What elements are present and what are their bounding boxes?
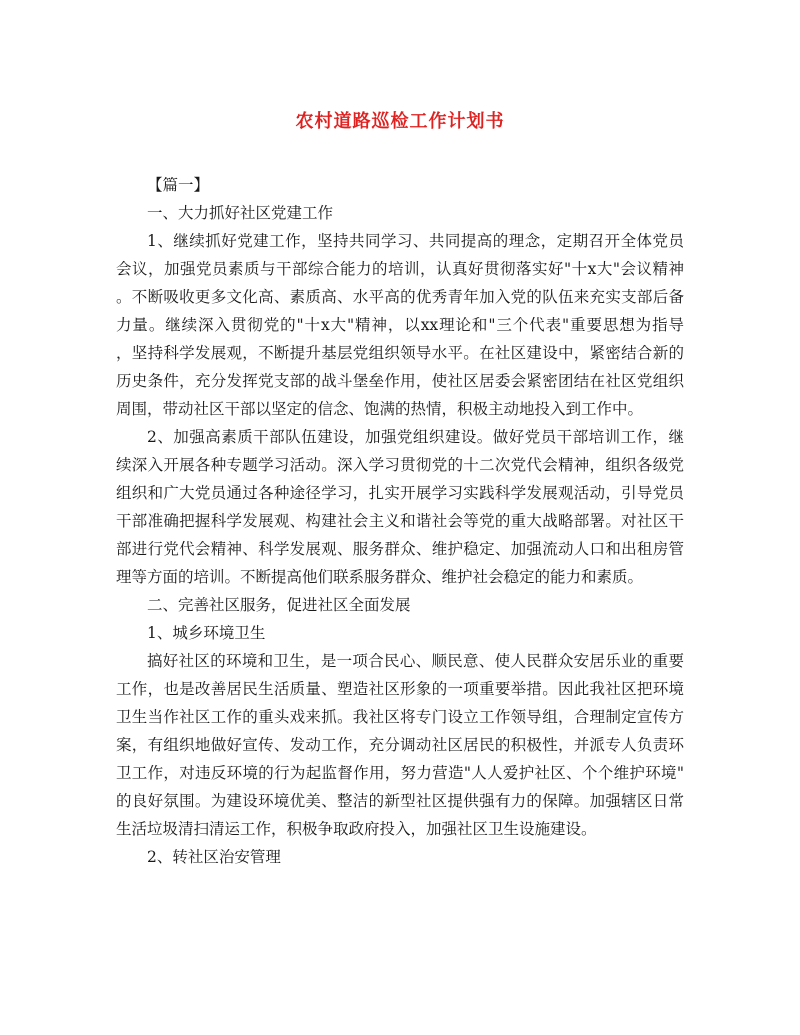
paragraph-line: 理等方面的培训。不断提高他们联系服务群众、维护社会稳定的能力和素质。 xyxy=(116,568,644,586)
paragraph-line: 组织和广大党员通过各种途径学习，扎实开展学习实践科学发展观活动，引导党员 xyxy=(116,484,684,502)
paragraph-line: ，坚持科学发展观，不断提升基层党组织领导水平。在社区建设中，紧密结合新的 xyxy=(116,344,684,362)
paragraph-line: 会议，加强党员素质与干部综合能力的培训，认真好贯彻落实好"十x大"会议精神 xyxy=(116,260,684,278)
paragraph-line: 2、加强高素质干部队伍建设，加强党组织建设。做好党员干部培训工作，继 xyxy=(147,428,684,446)
paragraph-line: 1、继续抓好党建工作，坚持共同学习、共同提高的理念，定期召开全体党员 xyxy=(147,232,684,250)
paragraph-line: 力量。继续深入贯彻党的"十x大"精神，以xx理论和"三个代表"重要思想为指导 xyxy=(116,316,684,334)
paragraph-line: 卫生当作社区工作的重头戏来抓。我社区将专门设立工作领导组，合理制定宣传方 xyxy=(116,708,684,726)
paragraph-line: 案，有组织地做好宣传、发动工作，充分调动社区居民的积极性，并派专人负责环 xyxy=(116,736,684,754)
paragraph-line: 工作，也是改善居民生活质量、塑造社区形象的一项重要举措。因此我社区把环境 xyxy=(116,680,684,698)
paragraph-line: 搞好社区的环境和卫生，是一项合民心、顺民意、使人民群众安居乐业的重要 xyxy=(147,652,684,670)
paragraph-line: 部进行党代会精神、科学发展观、服务群众、维护稳定、加强流动人口和出租房管 xyxy=(116,540,684,558)
paragraph-line: 历史条件，充分发挥党支部的战斗堡垒作用，使社区居委会紧密团结在社区党组织 xyxy=(116,372,684,390)
document-title: 农村道路巡检工作计划书 xyxy=(295,111,505,132)
subheading: 1、城乡环境卫生 xyxy=(147,624,266,642)
paragraph-line: 。不断吸收更多文化高、素质高、水平高的优秀青年加入党的队伍来充实支部后备 xyxy=(116,288,684,306)
document-body xyxy=(116,171,684,871)
subheading: 2、转社区治安管理 xyxy=(147,848,281,866)
heading-2: 二、完善社区服务，促进社区全面发展 xyxy=(147,596,411,614)
section-label: 【篇一】 xyxy=(147,176,210,194)
paragraph-line: 周围，带动社区干部以坚定的信念、饱满的热情，积极主动地投入到工作中。 xyxy=(116,400,644,418)
paragraph-line: 的良好氛围。为建设环境优美、整洁的新型社区提供强有力的保障。加强辖区日常 xyxy=(116,792,684,810)
paragraph-line: 生活垃圾清扫清运工作，积极争取政府投入，加强社区卫生设施建设。 xyxy=(116,820,597,838)
paragraph-line: 续深入开展各种专题学习活动。深入学习贯彻党的十二次党代会精神，组织各级党 xyxy=(116,456,684,474)
heading-1: 一、大力抓好社区党建工作 xyxy=(147,204,334,222)
paragraph-line: 卫工作，对违反环境的行为起监督作用，努力营造"人人爱护社区、个个维护环境" xyxy=(116,764,684,782)
paragraph-line: 干部准确把握科学发展观、构建社会主义和谐社会等党的重大战略部署。对社区干 xyxy=(116,512,684,530)
